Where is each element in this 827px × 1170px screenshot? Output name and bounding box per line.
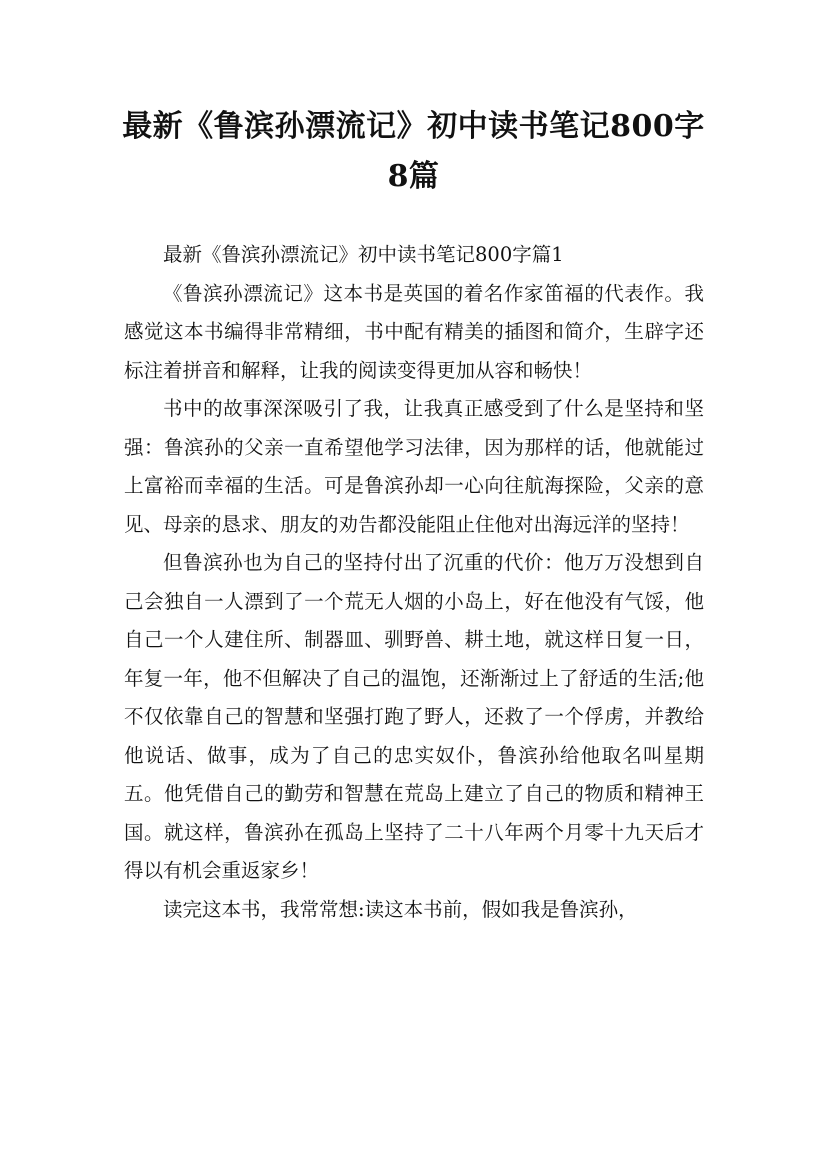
document-title-line-2: 8篇 xyxy=(387,159,440,194)
paragraph-2: 书中的故事深深吸引了我，让我真正感受到了什么是坚持和坚强：鲁滨孙的父亲一直希望他学习法律，因为那样的话，他就能过上富裕而幸福的生活。可是鲁滨孙却一心向往航海探险，父亲的意见、母亲的恳求、朋友的劝告都没能阻止住他对出海远洋的坚持！ xyxy=(124,397,704,536)
paragraph-4: 读完这本书，我常常想:读这本书前，假如我是鲁滨孙， xyxy=(163,897,638,921)
paragraph-3: 但鲁滨孙也为自己的坚持付出了沉重的代价：他万万没想到自己会独自一人漂到了一个荒无人烟的小岛上，好在他没有气馁，他自己一个人建住所、制器皿、驯野兽、耕土地，就这样日复一日，年复一年，他不但解决了自己的温饱，还渐渐过上了舒适的生活;他不仅依靠自己的智慧和坚强打跑了野人，还救了一个俘虏，并教给他说话、做事，成为了自己的忠实奴仆，鲁滨孙给他取名叫星期五。他凭借自己的勤劳和智慧在荒岛上建立了自己的物质和精神王国。就这样，鲁滨孙在孤岛上坚持了二十八年两个月零十九天后才得以有机会重返家乡！ xyxy=(124,551,704,882)
section-heading: 最新《鲁滨孙漂流记》初中读书笔记800字篇1 xyxy=(163,243,564,266)
document-title xyxy=(110,102,717,202)
document-title-line-1: 最新《鲁滨孙漂流记》初中读书笔记800字 xyxy=(122,109,705,144)
paragraph-1: 《鲁滨孙漂流记》这本书是英国的着名作家笛福的代表作。我感觉这本书编得非常精细，书中配有精美的插图和简介，生辟字还标注着拼音和解释，让我的阅读变得更加从容和畅快！ xyxy=(124,281,704,382)
document-body xyxy=(124,236,704,929)
